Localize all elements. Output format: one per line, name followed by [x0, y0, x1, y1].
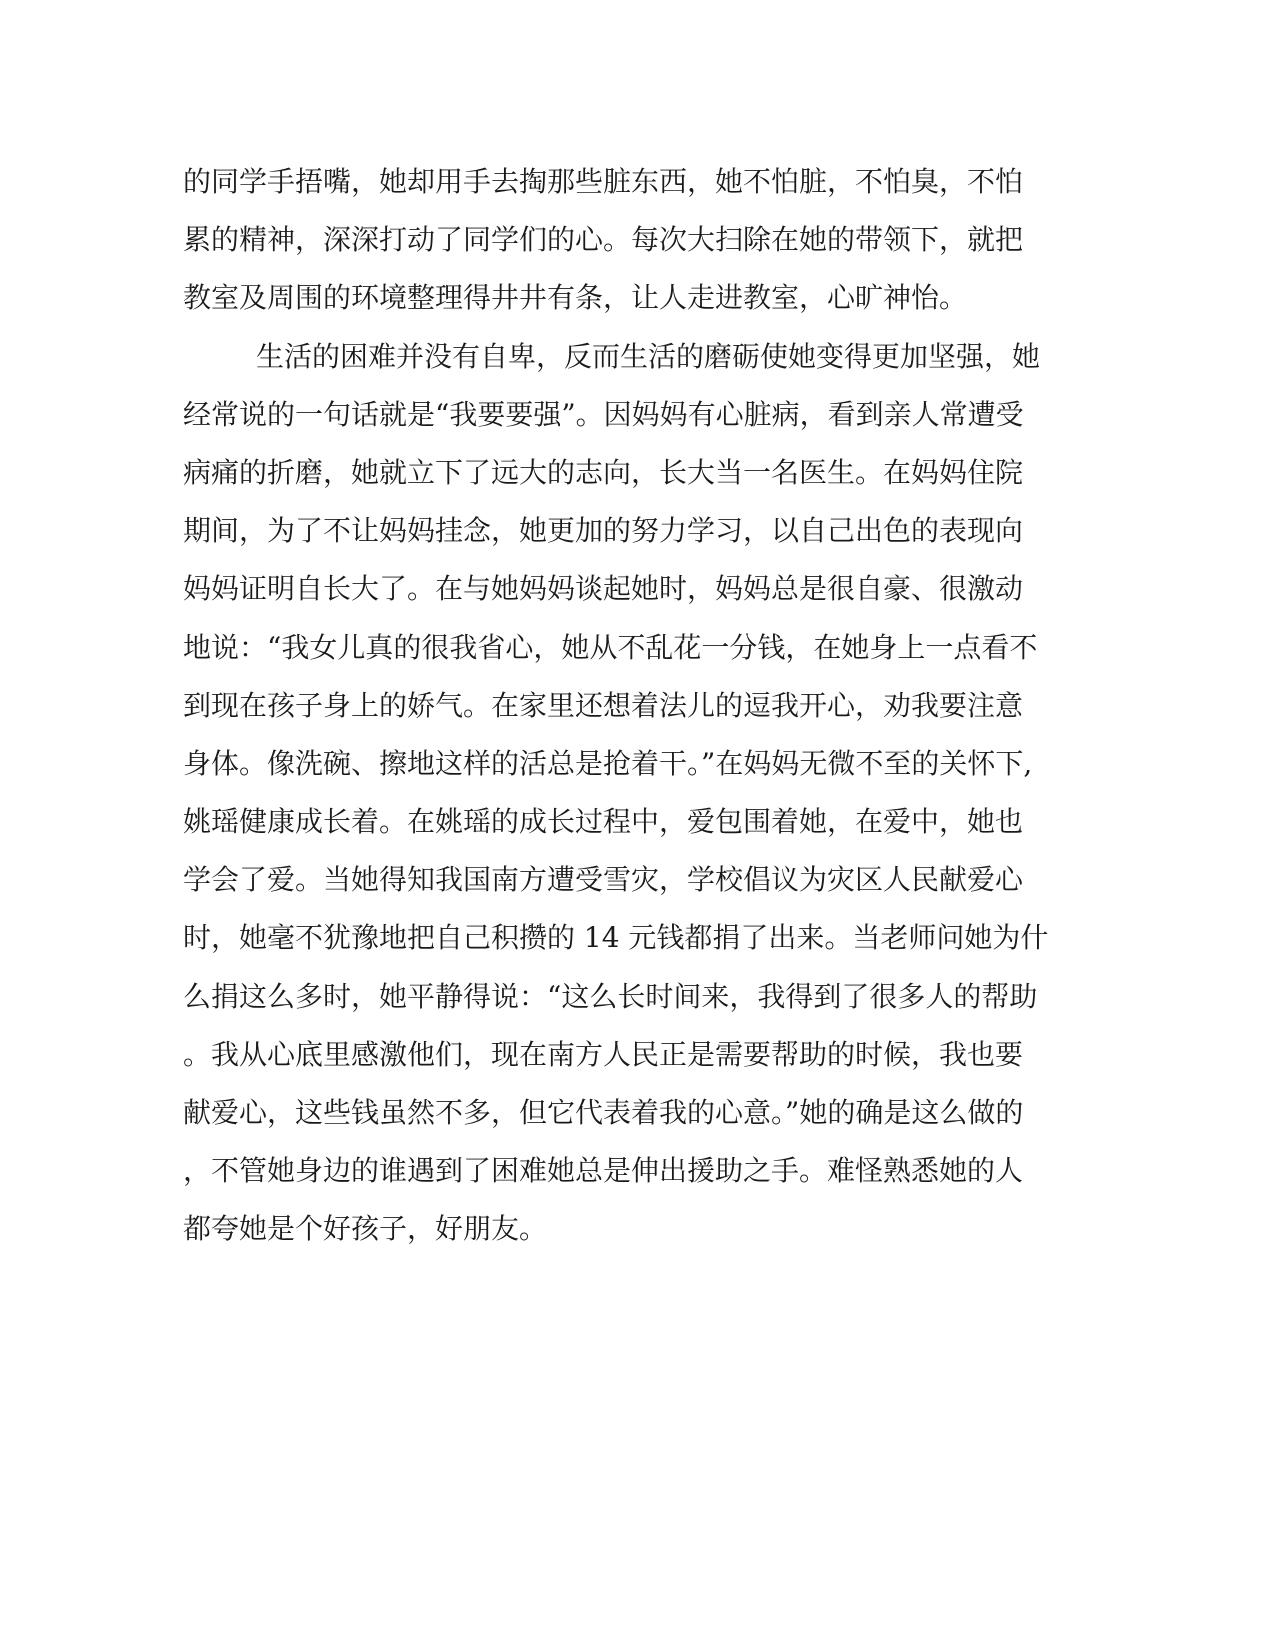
text-line: 地说：“我女儿真的很我省心，她从不乱花一分钱，在她身上一点看不: [183, 630, 1038, 664]
text-line: 学会了爱。当她得知我国南方遭受雪灾，学校倡议为灾区人民献爱心: [183, 863, 1024, 897]
text-line: 都夸她是个好孩子，好朋友。: [183, 1212, 548, 1246]
text-line: 期间，为了不让妈妈挂念，她更加的努力学习，以自己出色的表现向: [183, 514, 1024, 548]
text-line: 累的精神，深深打动了同学们的心。每次大扫除在她的带领下，就把: [183, 223, 1024, 257]
text-line: 妈妈证明自长大了。在与她妈妈谈起她时，妈妈总是很自豪、很激动: [183, 572, 1024, 606]
body-text: [183, 160, 1049, 1266]
text-line: 病痛的折磨，她就立下了远大的志向，长大当一名医生。在妈妈住院: [183, 455, 1024, 489]
text-line: 么捐这么多时，她平静得说：“这么长时间来，我得到了很多人的帮助: [183, 979, 1038, 1013]
text-line: 献爱心，这些钱虽然不多，但它代表着我的心意。”她的确是这么做的: [183, 1096, 1024, 1129]
text-line: 。我从心底里感激他们，现在南方人民正是需要帮助的时候，我也要: [183, 1037, 1024, 1071]
text-line: 时，她毫不犹豫地把自己积攒的 14 元钱都捐了出来。当老师问她为什: [183, 921, 1049, 955]
text-line: 经常说的一句话就是“我要要强”。因妈妈有心脏病，看到亲人常遭受: [183, 397, 1024, 431]
text-line: 姚瑶健康成长着。在姚瑶的成长过程中，爱包围着她，在爱中，她也: [183, 805, 1024, 839]
text-line: 的同学手捂嘴，她却用手去掏那些脏东西，她不怕脏，不怕臭，不怕: [183, 165, 1024, 198]
text-line: 教室及周围的环境整理得井井有条，让人走进教室，心旷神怡。: [183, 281, 968, 315]
paragraph-first-line: 生活的困难并没有自卑，反而生活的磨砺使她变得更加坚强，她: [256, 339, 1041, 373]
text-line: 到现在孩子身上的娇气。在家里还想着法儿的逗我开心，劝我要注意: [183, 688, 1024, 722]
text-line: ，不管她身边的谁遇到了困难她总是伸出援助之手。难怪熟悉她的人: [183, 1154, 1024, 1188]
text-line: 身体。像洗碗、擦地这样的活总是抢着干。”在妈妈无微不至的关怀下,: [183, 746, 1033, 780]
